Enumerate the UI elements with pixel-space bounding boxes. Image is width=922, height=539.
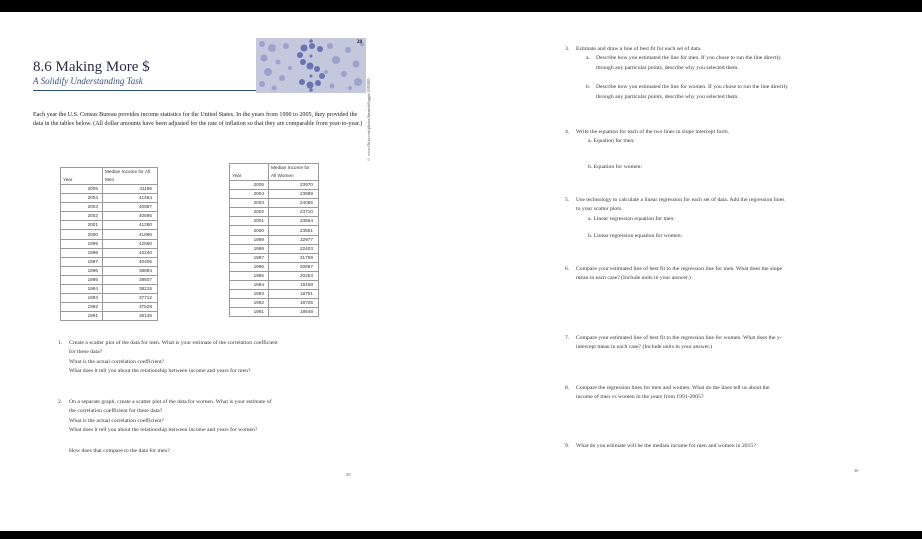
year-cell: 1995 [61,275,103,284]
sub-question: b. Linear regression equation for women: [588,233,683,240]
question-line: What does it tell you about the relationship between income and years for women? [69,427,258,434]
table-row [230,226,319,235]
year-cell: 1991 [61,312,103,321]
year-cell: 1995 [230,271,269,280]
page-subtitle: A Solidify Understanding Task [33,76,143,86]
question-number: 9. [565,443,570,449]
page-number-left: 29 [346,472,351,477]
sub-question-line: through any particular points, describe why you selected them. [596,93,739,100]
question-line: mean in each case? (Include units in your answer.) [576,275,691,282]
question-followup: How does that compare to the data for men? [69,447,170,454]
income-cell: 38607 [103,275,158,284]
question-number: 4. [565,129,570,135]
table-row [61,239,158,248]
table-row [61,294,158,303]
right-page [461,12,922,531]
question-4 [565,128,865,172]
year-cell: 2005 [61,185,103,194]
income-cell: 21759 [269,253,319,262]
year-cell: 1999 [230,235,269,244]
men-income-table [60,167,158,321]
year-cell: 1992 [230,299,269,308]
question-6 [565,265,875,284]
table-row [61,303,158,312]
table-row [230,235,319,244]
sub-letter: a. [586,55,590,62]
question-number: 8. [565,385,570,391]
table-row [230,199,319,208]
sub-question: b. Equation for women: [588,163,643,170]
year-cell: 1994 [61,285,103,294]
table-row [61,185,158,194]
question-text: Estimate and draw a line of best fit for each set of data. [576,46,702,52]
question-9 [565,442,875,451]
income-cell: 20253 [269,271,319,280]
page-title: 8.6 Making More $ [33,59,150,75]
question-7 [565,334,875,353]
year-cell: 1997 [230,253,269,262]
income-cell: 18751 [269,290,319,299]
year-cell: 1998 [230,244,269,253]
table-row [230,208,319,217]
question-text: Write the equation for each of the two lines in slope intercept form. [576,129,730,135]
year-cell: 1997 [61,257,103,266]
year-cell: 1996 [61,266,103,275]
year-cell: 1999 [61,239,103,248]
income-cell: 23989 [269,190,319,199]
question-line: intercept mean in each case? (Include units in your answer.) [576,344,713,351]
women-year-header: Year [230,164,269,181]
sub-question: a. Linear regression equation for men: [588,215,675,222]
image-credit: © www.flickr.com/photos/financeblogger/4585885 [366,78,371,162]
women-income-header: Median Income for All Women [269,164,319,181]
question-number: 3. [565,46,570,52]
women-table-body [230,181,319,317]
table-row [61,230,158,239]
table-row [230,244,319,253]
document-viewer [0,12,922,531]
income-cell: 38894 [103,266,158,275]
income-cell: 22403 [269,244,319,253]
table-row [61,275,158,284]
question-line: Create a scatter plot of the data for men. What is your estimate of the correlation coefficient [69,340,278,346]
table-row [230,308,319,317]
year-cell: 2003 [61,203,103,212]
dollar-sign-illustration [256,38,366,93]
question-line: What is the actual correlation coefficient? [69,417,165,424]
sub-question-line: through any particular points, describe why you selected them. [596,64,739,71]
page-number-right: 30 [854,468,859,473]
table-row [61,266,158,275]
year-cell: 1996 [230,262,269,271]
question-line: On a separate graph, create a scatter plot of the data for women. What is your estimate of [69,399,272,405]
question-line: Use technology to calculate a linear regression for each set of data. Add the regression lines [576,197,785,203]
year-cell: 1993 [230,290,269,299]
table-row [61,285,158,294]
left-page [0,12,461,531]
question-5 [565,196,875,242]
sub-question-line: Describe how you estimated the line for women. If you chose to run the line directly [596,84,789,91]
year-cell: 2000 [230,226,269,235]
income-cell: 23970 [269,181,319,190]
income-cell: 41280 [103,221,158,230]
table-row [61,248,158,257]
income-cell: 20957 [269,262,319,271]
year-cell: 2005 [230,181,269,190]
women-income-table [229,163,319,317]
year-cell: 2004 [230,190,269,199]
year-cell: 2001 [230,217,269,226]
sub-question-line: Describe how you estimated the line for men. If you chose to run the line directly [596,55,782,62]
question-line: Compare your estimated line of best fit to the regression line for men. What does the slope [576,266,783,272]
question-line: for these data? [69,349,103,356]
table-row [61,203,158,212]
men-table-body [61,185,158,321]
table-row [230,299,319,308]
question-3 [565,45,865,102]
income-cell: 22977 [269,235,319,244]
table-row [230,271,319,280]
year-cell: 1998 [61,248,103,257]
income-cell: 42560 [103,239,158,248]
question-1 [58,339,358,377]
income-cell: 23551 [269,226,319,235]
year-cell: 1993 [61,294,103,303]
income-cell: 38145 [103,312,158,321]
question-line: the correlation coefficient for these data? [69,408,163,415]
sub-question: a. Equation for men: [588,138,635,145]
year-cell: 1992 [61,303,103,312]
task-illustration [256,38,366,93]
income-cell: 37712 [103,294,158,303]
question-line: to your scatter plots. [576,206,623,213]
question-line: income of men vs women in the years from 1991-2005? [576,394,704,401]
year-cell: 1991 [230,308,269,317]
question-text: What do you estimate will be the median income for men and women in 2015? [576,443,756,449]
income-cell: 41896 [103,230,158,239]
table-row [230,190,319,199]
year-cell: 2002 [230,208,269,217]
question-8 [565,384,875,403]
income-cell: 38215 [103,285,158,294]
table-row [230,217,319,226]
income-cell: 23710 [269,208,319,217]
intro-paragraph: Each year the U.S. Census Bureau provides income statistics for the United States. In the years from 1990 to 2005, they provided the data in the tables below. (All dollar amounts have been adjusted for the rate of inflation so that they are comparable from year-to-year.) [33,112,363,128]
question-2 [58,398,358,456]
income-cell: 37528 [103,303,158,312]
table-row [61,257,158,266]
question-number: 2. [58,399,63,405]
question-number: 7. [565,335,570,341]
income-cell: 40595 [103,212,158,221]
men-year-header: Year [61,168,103,185]
year-cell: 2000 [61,230,103,239]
income-cell: 41464 [103,194,158,203]
income-cell: 18649 [269,308,319,317]
question-number: 6. [565,266,570,272]
table-row [230,262,319,271]
income-cell: 19158 [269,281,319,290]
year-cell: 2002 [61,212,103,221]
table-row [230,181,319,190]
table-row [230,253,319,262]
table-row [61,212,158,221]
year-cell: 2004 [61,194,103,203]
question-line: Compare your estimated line of best fit to the regression line for women. What does the y- [576,335,782,341]
question-line: What does it tell you about the relationship between income and years for men? [69,368,251,375]
table-row [61,312,158,321]
year-cell: 2001 [61,221,103,230]
art-number: 28 [357,40,362,45]
question-number: 5. [565,197,570,203]
question-line: What is the actual correlation coefficient? [69,358,165,365]
income-cell: 24065 [269,199,319,208]
income-cell: 40987 [103,203,158,212]
table-row [230,281,319,290]
income-cell: 41196 [103,185,158,194]
question-number: 1. [58,340,63,346]
year-cell: 1994 [230,281,269,290]
table-row [61,194,158,203]
income-cell: 42240 [103,248,158,257]
table-row [61,221,158,230]
year-cell: 2003 [230,199,269,208]
table-row [230,290,319,299]
men-income-header: Median Income for All Men [103,168,158,185]
income-cell: 40406 [103,257,158,266]
income-cell: 18725 [269,299,319,308]
sub-letter: b. [586,84,591,91]
income-cell: 23564 [269,217,319,226]
question-line: Compare the regression lines for men and women. What do the lines tell us about the [576,385,770,391]
